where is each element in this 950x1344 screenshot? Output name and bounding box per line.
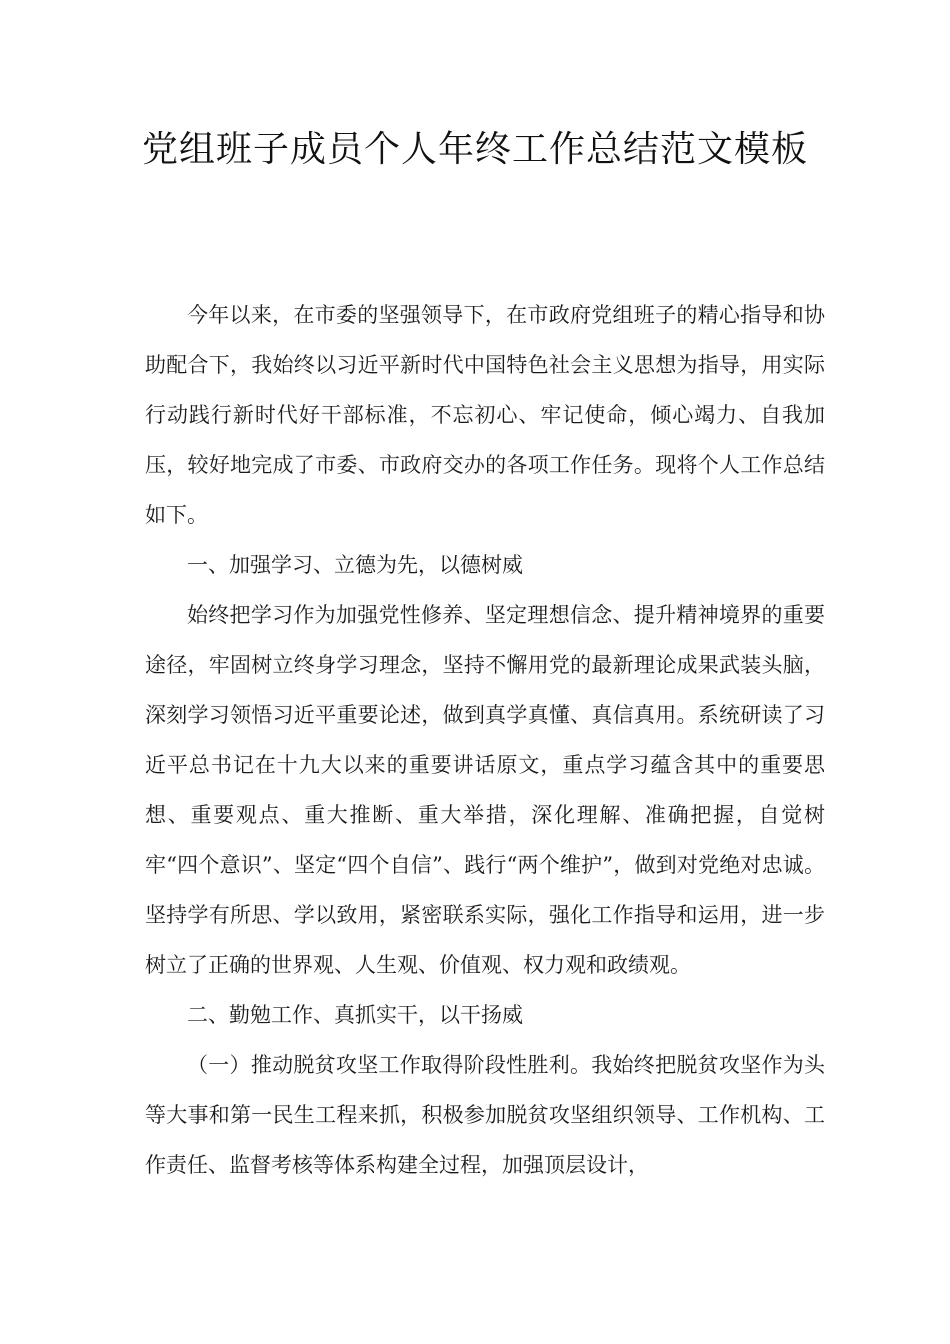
section-heading-2: 二、勤勉工作、真抓实干，以干扬威 (187, 1003, 523, 1027)
document-title: 党组班子成员个人年终工作总结范文模板 (141, 129, 808, 170)
document-body (145, 290, 825, 1190)
intro-paragraph: 今年以来，在市委的坚强领导下，在市政府党组班子的精心指导和协助配合下，我始终以习近平新时代中国特色社会主义思想为指导，用实际行动践行新时代好干部标准，不忘初心、牢记使命，倾心竭力、自我加压，较好地完成了市委、市政府交办的各项工作任务。现将个人工作总结如下。 (145, 303, 825, 527)
section-2-paragraph: （一）推动脱贫攻坚工作取得阶段性胜利。我始终把脱贫攻坚作为头等大事和第一民生工程来抓，积极参加脱贫攻坚组织领导、工作机构、工作责任、监督考核等体系构建全过程，加强顶层设计， (145, 1053, 825, 1177)
section-1-paragraph: 始终把学习作为加强党性修养、坚定理想信念、提升精神境界的重要途径，牢固树立终身学习理念，坚持不懈用党的最新理论成果武装头脑，深刻学习领悟习近平重要论述，做到真学真懂、真信真用。系统研读了习近平总书记在十九大以来的重要讲话原文，重点学习蕴含其中的重要思想、重要观点、重大推断、重大举措，深化理解、准确把握，自觉树牢“四个意识”、坚定“四个自信”、践行“两个维护”，做到对党绝对忠诚。坚持学有所思、学以致用，紧密联系实际，强化工作指导和运用，进一步树立了正确的世界观、人生观、价值观、权力观和政绩观。 (145, 603, 825, 977)
section-heading-1: 一、加强学习、立德为先，以德树威 (187, 553, 523, 577)
